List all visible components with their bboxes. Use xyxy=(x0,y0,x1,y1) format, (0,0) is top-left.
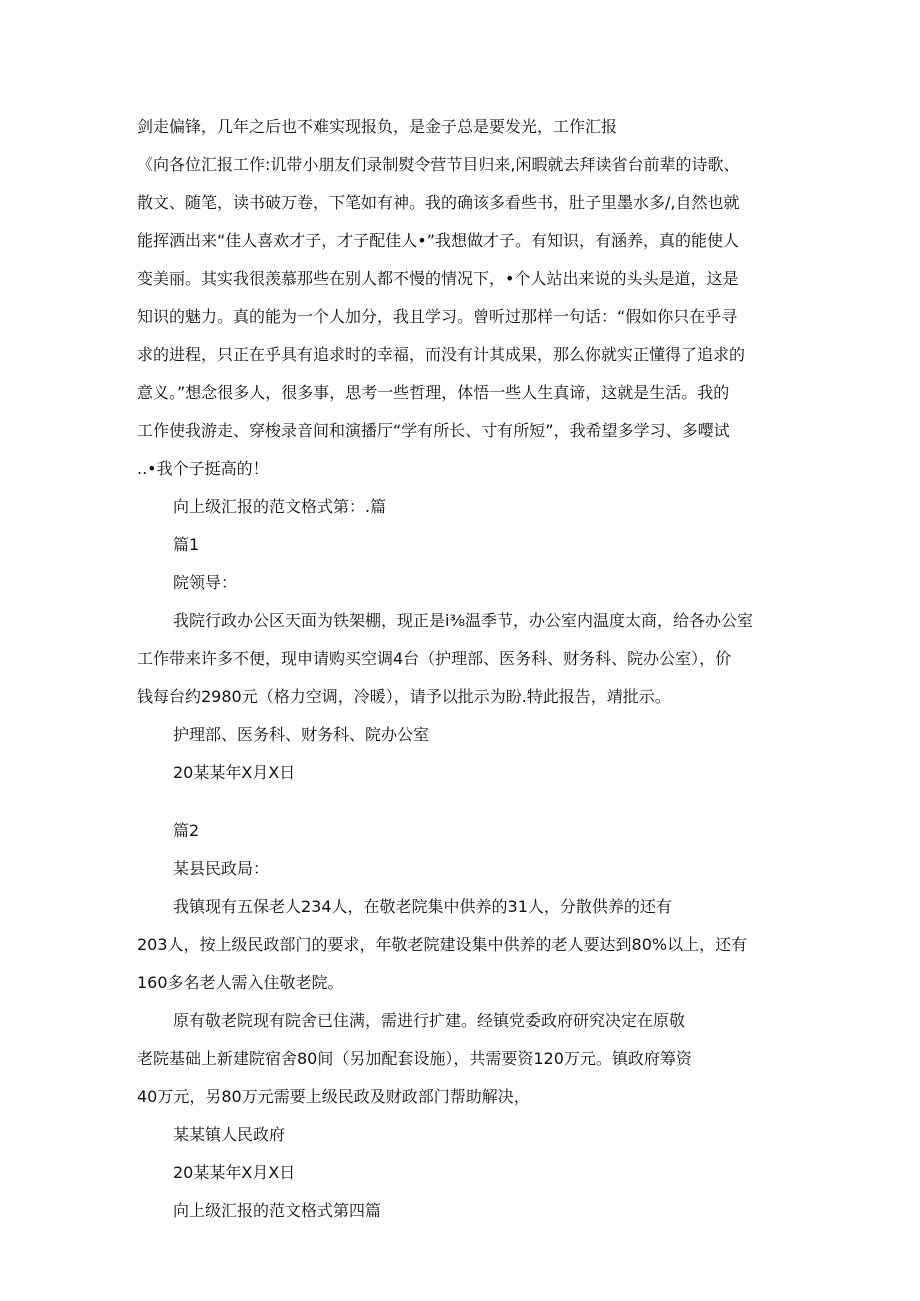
text-line: 变美丽。其实我很羡慕那些在别人都不慢的情况下，•个人站出来说的头头是道，这是 xyxy=(137,269,739,288)
text-line: 剑走偏锋，几年之后也不难实现报负，是金子总是要发光，工作汇报 xyxy=(137,117,618,136)
signature: 护理部、医务科、财务科、院办公室 xyxy=(173,725,430,744)
section-heading: 向上级汇报的范文格式第四篇 xyxy=(173,1201,382,1220)
salutation: 院领导： xyxy=(173,573,238,592)
text-line: 203人，按上级民政部门的要求，年敬老院建设集中供养的老人要达到80%以上，还有 xyxy=(137,935,748,954)
text-line: 原有敬老院现有院舍已住满，需进行扩建。经镇党委政府研究决定在原敬 xyxy=(173,1011,686,1030)
text-line: 《向各位汇报工作:讥带小朋友们录制熨令营节目归来,闲暇就去拜读省台前辈的诗歌、 xyxy=(137,155,740,174)
text-line: 160多名老人需入住敬老院。 xyxy=(137,973,344,992)
section-heading: 向上级汇报的范文格式第：.篇 xyxy=(173,497,387,516)
salutation: 某县民政局： xyxy=(173,859,270,878)
text-line: ..•我个子挺高的！ xyxy=(137,459,269,478)
date: 20某某年X月X日 xyxy=(173,1163,296,1182)
section-label: 篇1 xyxy=(173,535,200,554)
text-line: 知识的魅力。真的能为一个人加分，我且学习。曾听过那样一句话：“假如你只在乎寻 xyxy=(137,307,738,326)
text-line: 能挥洒出来“佳人喜欢才子，才子配佳人•”我想做才子。有知识，有涵养，真的能使人 xyxy=(137,231,740,250)
text-line: 散文、随笔，读书破万卷，下笔如有神。我的确该多看些书，肚子里墨水多/,自然也就 xyxy=(137,193,740,212)
text-line: 老院基础上新建院宿舍80间（另加配套设施），共需要资120万元。镇政府筹资 xyxy=(137,1049,692,1068)
text-line: 40万元，另80万元需要上级民政及财政部门帮助解决， xyxy=(137,1087,530,1106)
date: 20某某年X月X日 xyxy=(173,763,296,782)
text-line: 求的进程，只正在乎具有追求时的幸福，而没有计其成果，那么你就实正懂得了追求的 xyxy=(137,345,746,364)
text-line: 意义。”想念很多人，很多事，思考一些哲理，体悟一些人生真谛，这就是生活。我的 xyxy=(137,383,730,402)
section-label: 篇2 xyxy=(173,821,200,840)
text-line: 工作使我游走、穿梭录音间和演播厅“学有所长、寸有所短”，我希望多学习、多嘤试 xyxy=(137,421,730,440)
text-line: 钱每台约2980元（格力空调，冷暖），请予以批示为盼.特此报告，靖批示。 xyxy=(137,687,671,706)
text-line: 我镇现有五保老人234人，在敬老院集中供养的31人，分散供养的还有 xyxy=(173,897,672,916)
text-line: 我院行政办公区天面为铁架棚，现正是i⅜温季节，办公室内温度太商，给各办公室 xyxy=(173,611,753,630)
signature: 某某镇人民政府 xyxy=(173,1125,286,1144)
text-line: 工作带来许多不便，现申请购买空调4台（护理部、医务科、财务科、院办公室），价 xyxy=(137,649,732,668)
